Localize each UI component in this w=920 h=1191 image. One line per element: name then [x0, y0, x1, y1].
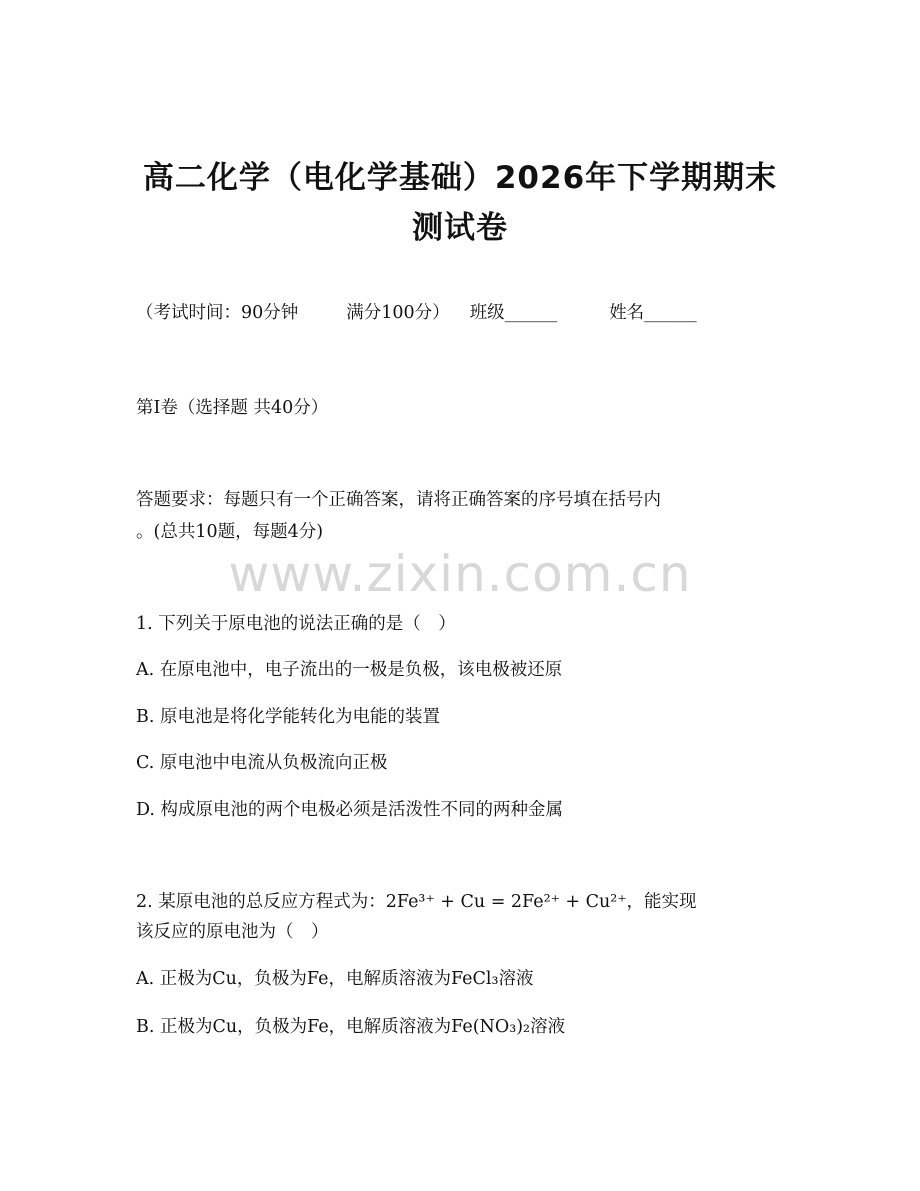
question-1-stem: 1. 下列关于原电池的说法正确的是（ ）	[136, 614, 456, 634]
question-2-stem-line1: 2. 某原电池的总反应方程式为：2Fe³⁺ + Cu = 2Fe²⁺ + Cu²⁺，能实现	[136, 892, 697, 912]
exam-title-line1: 高二化学（电化学基础）2026年下学期期末	[142, 160, 778, 196]
exam-title-line2: 测试卷	[412, 210, 508, 246]
watermark: www.zixin.com.cn	[228, 545, 692, 603]
exam-full-score: 满分100分）	[346, 303, 450, 323]
question-1-option-a: A. 在原电池中，电子流出的一极是负极，该电极被还原	[136, 660, 563, 680]
instruction-line1: 答题要求：每题只有一个正确答案，请将正确答案的序号填在括号内	[136, 490, 661, 510]
name-field: 姓名______	[609, 303, 697, 323]
instruction-line2: 。(总共10题，每题4分)	[136, 522, 324, 542]
question-2-stem-line2: 该反应的原电池为（ ）	[136, 922, 329, 942]
section-heading: 第Ⅰ卷（选择题 共40分）	[136, 398, 329, 418]
question-2-option-a: A. 正极为Cu，负极为Fe，电解质溶液为FeCl₃溶液	[136, 969, 534, 989]
exam-info-row	[136, 300, 796, 326]
question-1-option-c: C. 原电池中电流从负极流向正极	[136, 753, 388, 773]
question-2-option-b: B. 正极为Cu，负极为Fe，电解质溶液为Fe(NO₃)₂溶液	[136, 1017, 566, 1037]
class-field: 班级______	[469, 303, 558, 323]
question-1-option-d: D. 构成原电池的两个电极必须是活泼性不同的两种金属	[136, 800, 564, 820]
exam-time: （考试时间：90分钟	[136, 303, 299, 323]
question-1-option-b: B. 原电池是将化学能转化为电能的装置	[136, 707, 440, 727]
